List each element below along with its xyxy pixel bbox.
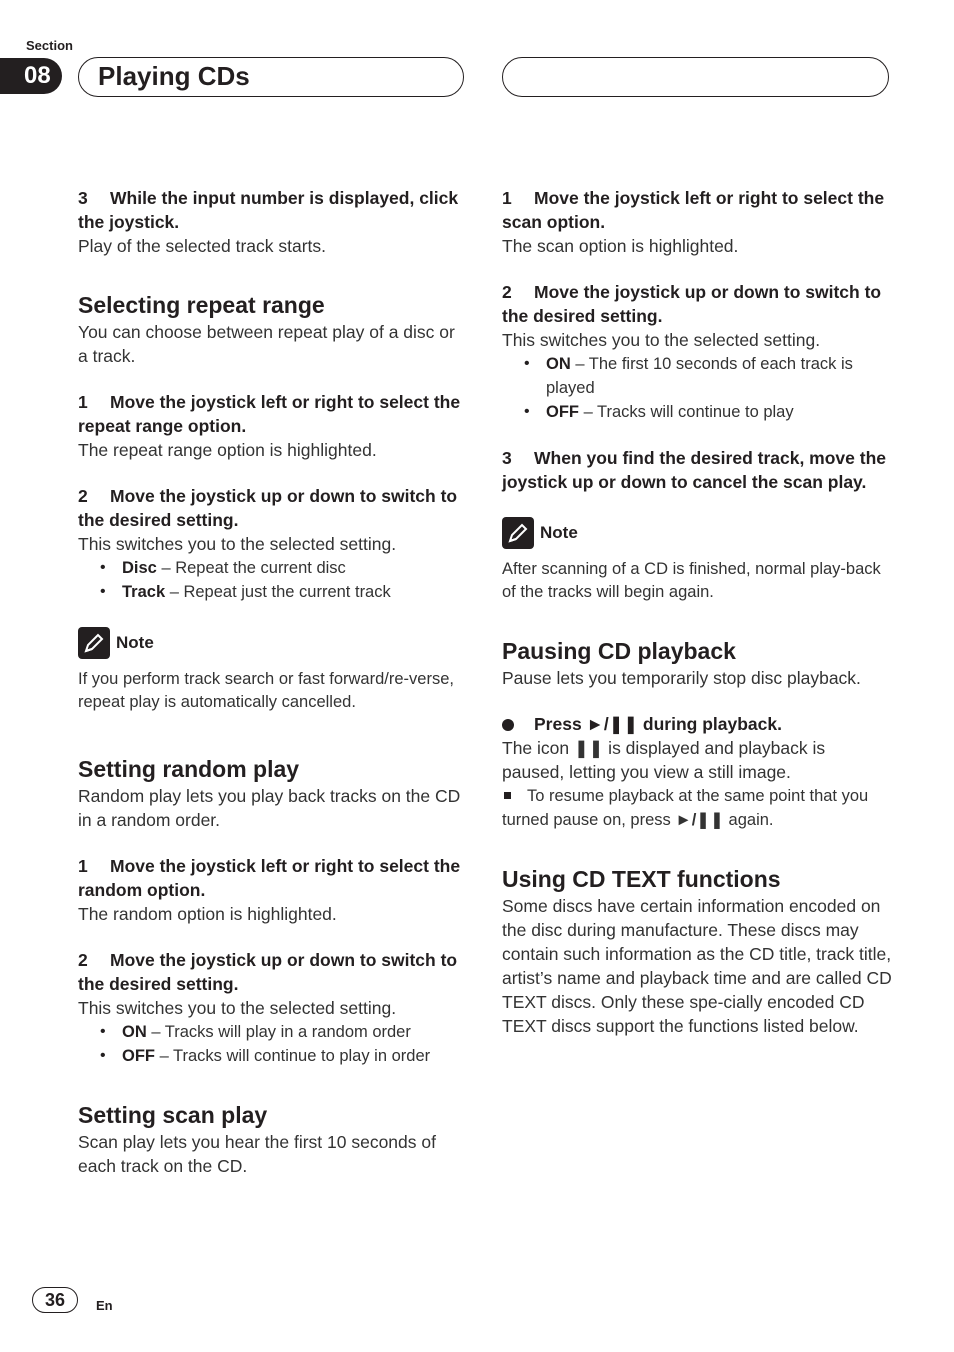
random-step-1: 1 Move the joystick left or right to select the random option.: [78, 856, 461, 900]
scan-step-2-desc: This switches you to the selected setting.: [502, 330, 821, 350]
random-step-2: 2 Move the joystick up or down to switch to the desired setting.: [78, 950, 458, 994]
repeat-step-2-desc: This switches you to the selected setting.: [78, 534, 397, 554]
pause-press-step: Press ►/❚❚ during playback.: [502, 712, 892, 736]
note-pencil-icon: [502, 517, 534, 549]
note-title: Note: [540, 523, 578, 542]
scan-options: [502, 352, 892, 424]
step-3-select-track: 3 While the input number is displayed, click the joystick.: [78, 188, 459, 232]
heading-repeat-range: Selecting repeat range: [78, 292, 325, 318]
random-desc: Random play lets you play back tracks on the CD in a random order.: [78, 786, 461, 830]
play-pause-icon: ►/❚❚: [586, 714, 639, 734]
random-step-1-desc: The random option is highlighted.: [78, 904, 337, 924]
pause-tip: To resume playback at the same point that you turned pause on, press ►/❚❚ again.: [502, 787, 869, 829]
square-bullet-icon: [504, 792, 511, 799]
list-item: • OFF – Tracks will continue to play: [524, 400, 892, 424]
scan-desc: Scan play lets you hear the first 10 seconds of each track on the CD.: [78, 1132, 436, 1176]
repeat-step-1-desc: The repeat range option is highlighted.: [78, 440, 377, 460]
scan-step-1: 1 Move the joystick left or right to select the scan option.: [502, 188, 885, 232]
heading-pausing: Pausing CD playback: [502, 638, 736, 664]
note-title: Note: [116, 633, 154, 652]
note-text: After scanning of a CD is finished, normal play-back of the tracks will begin again.: [502, 560, 881, 601]
list-item: • Disc – Repeat the current disc: [100, 556, 468, 580]
heading-scan-play: Setting scan play: [78, 1102, 268, 1128]
scan-step-3: 3 When you find the desired track, move the joystick up or down to cancel the scan play.: [502, 448, 887, 492]
scan-step-1-desc: The scan option is highlighted.: [502, 236, 739, 256]
list-item: • OFF – Tracks will continue to play in order: [100, 1044, 468, 1068]
list-item: • ON – Tracks will play in a random order: [100, 1020, 468, 1044]
pause-desc: Pause lets you temporarily stop disc playback.: [502, 668, 861, 688]
cd-text-desc: Some discs have certain information encoded on the disc during manufacture. These discs may contain such information as the CD title, track title, artist’s name and playback time and are called CD TEXT discs. Only these spe-cially encoded CD TEXT discs support the functions listed below.: [502, 896, 892, 1036]
repeat-step-2: 2 Move the joystick up or down to switch to the desired setting.: [78, 486, 458, 530]
page-number: 36: [32, 1287, 78, 1313]
repeat-step-1: 1 Move the joystick left or right to select the repeat range option.: [78, 392, 461, 436]
section-label: Section: [26, 38, 73, 53]
pause-icon: ❚❚: [573, 738, 604, 758]
random-options: [78, 1020, 468, 1068]
page-title: Playing CDs: [98, 61, 250, 91]
note-text: If you perform track search or fast forward/re-verse, repeat play is automatically cancelled.: [78, 670, 454, 711]
scan-step-2: 2 Move the joystick up or down to switch to the desired setting.: [502, 282, 882, 326]
heading-cd-text: Using CD TEXT functions: [502, 866, 781, 892]
repeat-options: [78, 556, 468, 604]
note-header: [502, 516, 892, 550]
heading-random-play: Setting random play: [78, 756, 300, 782]
bullet-dot-icon: [502, 719, 514, 731]
left-column: [78, 186, 468, 1178]
section-number-badge: 08: [0, 58, 62, 94]
random-step-2-desc: This switches you to the selected setting.: [78, 998, 397, 1018]
note-header: [78, 626, 468, 660]
play-pause-icon: ►/❚❚: [675, 811, 724, 829]
note-pencil-icon: [78, 627, 110, 659]
pause-icon-desc: The icon ❚❚ is displayed and playback is paused, letting you view a still image.: [502, 738, 826, 782]
language-label: En: [96, 1298, 113, 1313]
list-item: • Track – Repeat just the current track: [100, 580, 468, 604]
list-item: • ON – The first 10 seconds of each track is played: [524, 352, 892, 400]
right-column: [502, 186, 892, 1038]
step-desc: Play of the selected track starts.: [78, 236, 327, 256]
repeat-desc: You can choose between repeat play of a disc or a track.: [78, 322, 455, 366]
title-frame-right: [502, 57, 889, 97]
